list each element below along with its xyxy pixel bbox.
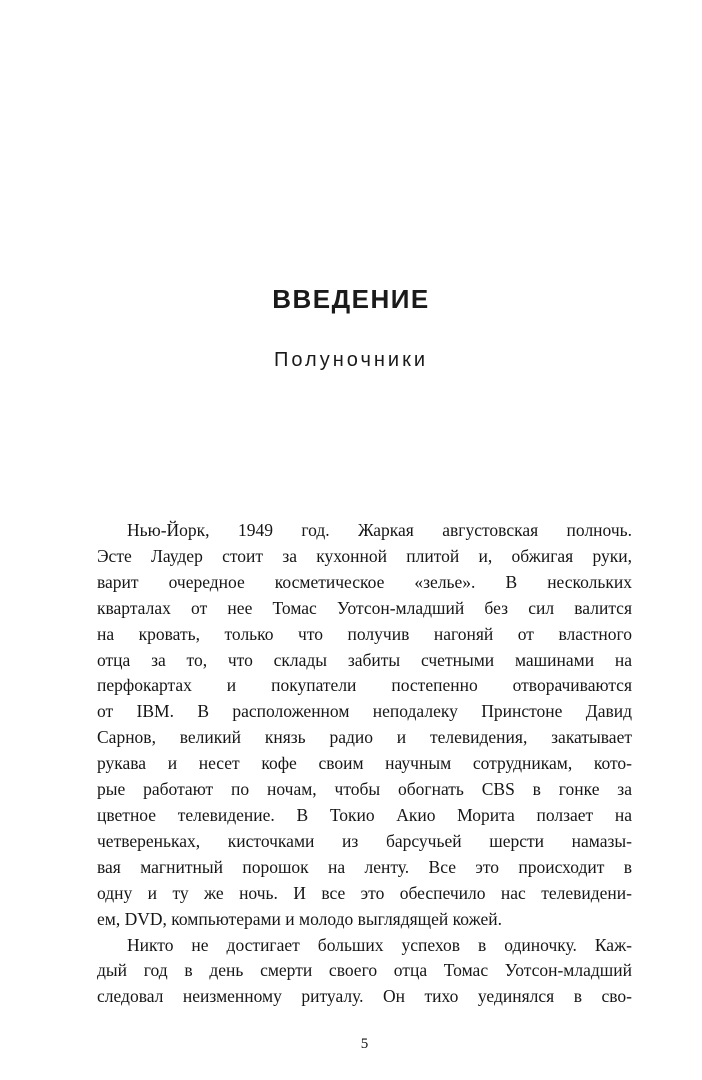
chapter-title: ВВЕДЕНИЕ <box>272 284 430 314</box>
text-line: перфокартах и покупатели постепенно отворачиваются <box>97 675 632 696</box>
text-line: ем, DVD, компьютерами и молодо выглядящей кожей. <box>97 908 502 929</box>
text-line: рые работают по ночам, чтобы обогнать CBS в гонке за <box>97 779 632 800</box>
text-line: Никто не достигает больших успехов в одиночку. Каж- <box>127 934 632 955</box>
text-line: следовал неизменному ритуалу. Он тихо уединялся в сво- <box>97 986 632 1007</box>
body-text <box>0 518 702 1010</box>
text-line: кварталах от нее Томас Уотсон-младший без сил валится <box>97 597 632 618</box>
text-line: Эсте Лаудер стоит за кухонной плитой и, обжигая руки, <box>97 545 632 566</box>
text-line: цветное телевидение. В Токио Акио Морита ползает на <box>97 804 632 825</box>
text-line: от IBM. В расположенном неподалеку Принстоне Давид <box>97 701 632 722</box>
page-number: 5 <box>360 1036 369 1052</box>
text-line: отца за то, что склады забиты счетными машинами на <box>97 649 632 670</box>
text-line: четвереньках, кисточками из барсучьей шерсти намазы- <box>97 830 632 851</box>
text-line: вая магнитный порошок на ленту. Все это происходит в <box>97 856 632 877</box>
text-line: на кровать, только что получив нагоняй от властного <box>97 623 632 644</box>
text-line: варит очередное косметическое «зелье». В нескольких <box>97 571 632 592</box>
text-line: рукава и несет кофе своим научным сотрудникам, кото- <box>97 753 632 774</box>
paragraph <box>97 518 632 933</box>
text-line: одну и ту же ночь. И все это обеспечило нас телевидени- <box>97 882 632 903</box>
text-line: дый год в день смерти своего отца Томас Уотсон-младший <box>97 960 632 981</box>
text-line: Сарнов, великий князь радио и телевидения, закатывает <box>97 727 632 748</box>
chapter-subtitle: Полуночники <box>273 349 428 371</box>
text-line: Нью-Йорк, 1949 год. Жаркая августовская полночь. <box>127 520 632 540</box>
paragraph <box>97 933 632 1011</box>
